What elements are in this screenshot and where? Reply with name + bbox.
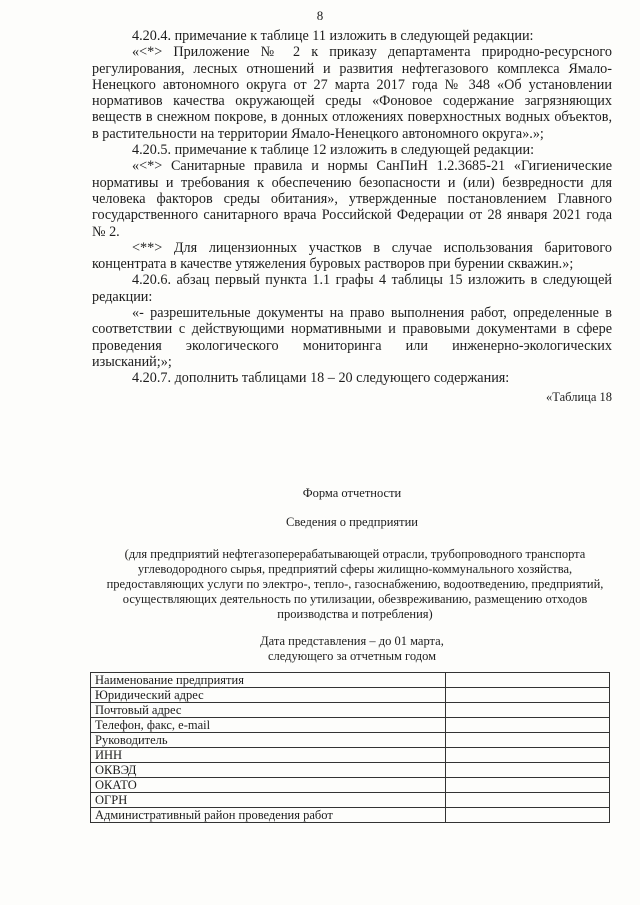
field-label: Телефон, факс, e-mail [91, 718, 446, 733]
table-row [91, 778, 610, 793]
field-value [446, 748, 610, 763]
table-row [91, 748, 610, 763]
field-value [446, 763, 610, 778]
field-value [446, 778, 610, 793]
paragraph: 4.20.4. примечание к таблице 11 изложить в следующей редакции: [132, 28, 534, 44]
form-description: (для предприятий нефтегазоперерабатывающей отрасли, трубопроводного транспорта углеводородного сырья, предприятий сферы жилищно-коммунального хозяйства, предоставляющих услуги по электро-, тепло-, газоснабжению, водоотведению, предприятий, осуществляющих деятельность по утилизации, обезвреживанию, размещению отходов производства и потребления) [106, 547, 604, 621]
table-row [91, 763, 610, 778]
field-label: Юридический адрес [91, 688, 446, 703]
field-label: Руководитель [91, 733, 446, 748]
paragraph: 4.20.5. примечание к таблице 12 изложить в следующей редакции: [132, 142, 535, 159]
field-label: Почтовый адрес [91, 703, 446, 718]
table-reference: «Таблица 18 [546, 389, 612, 404]
paragraph: «<*> Приложение № 2 к приказу департамента природно-ресурсного регулирования, лесных отношений и развития нефтегазового комплекса Ямало-Ненецкого автономного округа от 27 марта 2017 года № 348 «Об установлении нормативов качества окружающей среды «Фоновое содержание загрязняющих веществ в снежном покрове, в донных отложениях поверхностных водных объектов, в растительности на территории Ямало-Ненецкого автономного округа».»; [92, 44, 612, 142]
field-value [446, 808, 610, 823]
paragraph: 4.20.6. абзац первый пункта 1.1 графы 4 таблицы 15 изложить в следующей редакции: [92, 272, 612, 305]
info-title: Сведения о предприятии [286, 515, 418, 529]
submission-date [92, 634, 612, 664]
field-value [446, 793, 610, 808]
table-row [91, 793, 610, 808]
field-value [446, 733, 610, 748]
field-label: ИНН [91, 748, 446, 763]
field-label: ОКАТО [91, 778, 446, 793]
table-row [91, 673, 610, 688]
field-label: Административный район проведения работ [91, 808, 446, 823]
field-label: ОГРН [91, 793, 446, 808]
form-title: Форма отчетности [302, 486, 402, 500]
paragraph: «<*> Санитарные правила и нормы СанПиН 1.2.3685-21 «Гигиенические нормативы и требования к обеспечению безопасности и (или) безвредности для человека факторов среды обитания», утвержденные постановлением Главного государственного санитарного врача Российской Федерации от 28 января 2021 года № 2. [92, 158, 612, 240]
paragraph: 4.20.7. дополнить таблицами 18 – 20 следующего содержания: [132, 370, 510, 387]
field-label: Наименование предприятия [91, 673, 446, 688]
table-row [91, 733, 610, 748]
field-value [446, 688, 610, 703]
table-row [91, 688, 610, 703]
paragraph: «- разрешительные документы на право выполнения работ, определенные в соответствии с действующими нормативными и правовыми документами в сфере проведения экологического мониторинга или инженерно-экологических изысканий;»; [92, 305, 612, 370]
table-row [91, 808, 610, 823]
field-value [446, 703, 610, 718]
field-label: ОКВЭД [91, 763, 446, 778]
company-info-table [90, 672, 610, 823]
page-number: 8 [316, 8, 324, 23]
paragraph: <**> Для лицензионных участков в случае использования баритового концентрата в качестве утяжеления буровых растворов при бурении скважин.»; [92, 239, 612, 273]
table-row [91, 703, 610, 718]
field-value [446, 718, 610, 733]
date-line: Дата представления – до 01 марта, [260, 634, 444, 648]
date-line: следующего за отчетным годом [267, 649, 437, 663]
document-body [92, 28, 612, 405]
table-row [91, 718, 610, 733]
field-value [446, 673, 610, 688]
